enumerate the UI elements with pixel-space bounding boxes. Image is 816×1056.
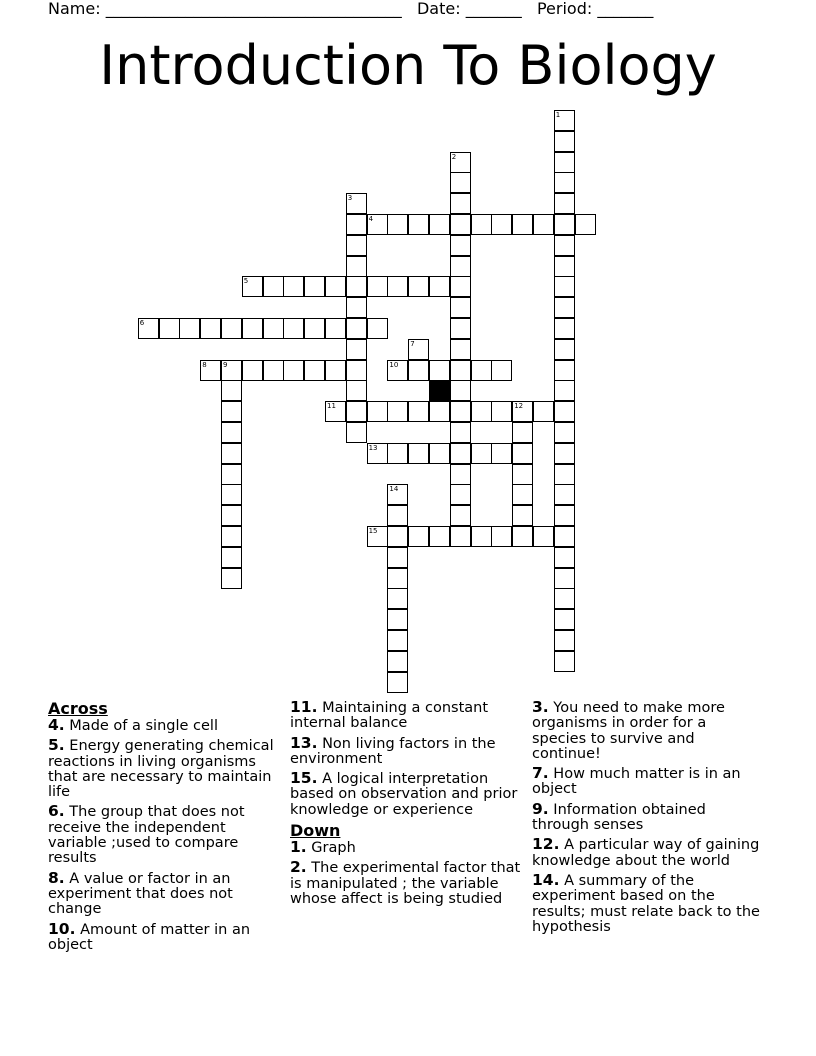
- clue-text: Non living factors in the environment: [290, 735, 496, 767]
- grid-cell[interactable]: [554, 484, 575, 505]
- grid-cell[interactable]: [387, 672, 408, 693]
- grid-cell[interactable]: [387, 214, 408, 235]
- grid-cell[interactable]: [325, 318, 346, 339]
- grid-cell[interactable]: [325, 401, 346, 422]
- grid-cell[interactable]: [387, 401, 408, 422]
- grid-cell[interactable]: [408, 339, 429, 360]
- clues-column-2: [290, 700, 525, 911]
- grid-cell[interactable]: [408, 443, 429, 464]
- grid-cell[interactable]: [512, 526, 533, 547]
- clue-text: Energy generating chemical reactions in living organisms that are necessary to maintain life: [48, 738, 274, 801]
- clue-across: [290, 733, 525, 768]
- grid-cell[interactable]: [346, 276, 367, 297]
- grid-cell[interactable]: [554, 318, 575, 339]
- grid-cell[interactable]: [450, 276, 471, 297]
- grid-cell[interactable]: [533, 401, 554, 422]
- grid-cell[interactable]: [200, 318, 221, 339]
- grid-cell[interactable]: [554, 443, 575, 464]
- clue-across: [48, 738, 280, 800]
- clue-number: 3.: [532, 698, 549, 716]
- date-label: Date:: [416, 0, 461, 18]
- grid-cell[interactable]: [408, 526, 429, 547]
- clue-text: How much matter is in an object: [532, 766, 741, 798]
- grid-cell[interactable]: [429, 360, 450, 381]
- grid-cell[interactable]: [450, 443, 471, 464]
- clue-down: [532, 870, 764, 935]
- clue-text: A particular way of gaining knowledge about the world: [532, 837, 760, 869]
- grid-cell[interactable]: [450, 214, 471, 235]
- clue-number: 15.: [290, 769, 318, 788]
- grid-cell[interactable]: [387, 630, 408, 651]
- clue-text: A summary of the experiment based on the results; must relate back to the hypothesis: [532, 872, 760, 935]
- grid-cell[interactable]: [387, 276, 408, 297]
- clue-number-label: 5: [243, 277, 249, 286]
- grid-cell[interactable]: [346, 297, 367, 318]
- grid-cell[interactable]: [491, 526, 512, 547]
- grid-cell[interactable]: [450, 297, 471, 318]
- clue-number: 5.: [48, 736, 65, 755]
- grid-cell[interactable]: [512, 443, 533, 464]
- grid-cell[interactable]: [450, 193, 471, 214]
- grid-cell[interactable]: [346, 380, 367, 401]
- grid-cell[interactable]: [554, 568, 575, 589]
- grid-cell[interactable]: [346, 401, 367, 422]
- grid-cell[interactable]: [325, 276, 346, 297]
- clue-down: [532, 799, 764, 834]
- grid-cell[interactable]: [221, 422, 242, 443]
- page-title: Introduction To Biology: [99, 34, 717, 97]
- grid-cell[interactable]: [554, 256, 575, 277]
- grid-cell[interactable]: [429, 214, 450, 235]
- clue-across: [48, 718, 280, 734]
- clue-number: 4.: [48, 716, 65, 734]
- name-label: Name:: [48, 0, 101, 18]
- grid-cell[interactable]: [450, 172, 471, 193]
- clue-number: 8.: [48, 868, 65, 887]
- clue-down: [532, 766, 764, 798]
- grid-cell[interactable]: [533, 214, 554, 235]
- grid-cell[interactable]: [450, 152, 471, 173]
- clue-text: The group that does not receive the independent variable ;used to compare results: [48, 804, 245, 867]
- clue-number-label: 15: [368, 527, 378, 535]
- grid-cell[interactable]: [554, 651, 575, 672]
- grid-cell[interactable]: [491, 214, 512, 235]
- grid-cell[interactable]: [346, 256, 367, 277]
- grid-cell[interactable]: [387, 651, 408, 672]
- grid-cell[interactable]: [283, 318, 304, 339]
- grid-cell[interactable]: [450, 464, 471, 485]
- clue-text: You need to make more organisms in order for a species to survive and continue!: [532, 700, 725, 762]
- grid-cell[interactable]: [346, 360, 367, 381]
- clue-down: [532, 700, 764, 762]
- grid-cell[interactable]: [387, 526, 408, 547]
- grid-cell[interactable]: [221, 547, 242, 568]
- grid-cell[interactable]: [450, 484, 471, 505]
- clue-number-label: 14: [389, 485, 399, 494]
- grid-cell[interactable]: [159, 318, 180, 339]
- grid-cell[interactable]: [429, 526, 450, 547]
- clue-across: [48, 868, 280, 918]
- grid-cell[interactable]: [408, 360, 429, 381]
- grid-cell[interactable]: [242, 276, 263, 297]
- grid-cell[interactable]: [429, 401, 450, 422]
- grid-cell[interactable]: [221, 380, 242, 401]
- grid-cell[interactable]: [408, 214, 429, 235]
- clue-number-label: 11: [327, 402, 336, 411]
- grid-cell[interactable]: [450, 318, 471, 339]
- clue-number-label: 2: [451, 152, 457, 161]
- grid-cell[interactable]: [200, 360, 221, 381]
- grid-cell[interactable]: [471, 214, 492, 235]
- grid-cell[interactable]: [242, 318, 263, 339]
- grid-cell[interactable]: [429, 443, 450, 464]
- clue-down: [290, 860, 525, 907]
- clues-column-1: [48, 700, 280, 957]
- grid-cell[interactable]: [221, 568, 242, 589]
- grid-cell[interactable]: [512, 214, 533, 235]
- grid-cell[interactable]: [263, 360, 284, 381]
- clue-number-label: 4: [368, 215, 374, 223]
- grid-cell[interactable]: [554, 172, 575, 193]
- grid-cell[interactable]: [554, 193, 575, 214]
- grid-cell[interactable]: [387, 609, 408, 630]
- grid-cell[interactable]: [221, 360, 242, 381]
- grid-cell[interactable]: [283, 360, 304, 381]
- grid-cell[interactable]: [387, 547, 408, 568]
- grid-cell[interactable]: [367, 318, 388, 339]
- grid-cell[interactable]: [263, 276, 284, 297]
- grid-cell[interactable]: [221, 401, 242, 422]
- grid-cell[interactable]: [533, 526, 554, 547]
- clue-number-label: 8: [202, 360, 207, 369]
- clue-text: Amount of matter in an object: [48, 921, 251, 953]
- down-heading: Down: [290, 821, 341, 841]
- grid-cell[interactable]: [554, 422, 575, 443]
- clue-number: 10.: [48, 919, 76, 938]
- grid-cell[interactable]: [471, 526, 492, 547]
- grid-cell[interactable]: [304, 276, 325, 297]
- grid-cell[interactable]: [491, 443, 512, 464]
- clue-text: Graph: [311, 840, 356, 857]
- clues-column-3: [532, 700, 764, 939]
- grid-cell[interactable]: [554, 526, 575, 547]
- clue-across: [48, 804, 280, 866]
- grid-cell[interactable]: [554, 505, 575, 526]
- clue-text: Information obtained through senses: [532, 801, 706, 834]
- grid-cell[interactable]: [450, 526, 471, 547]
- clue-number-label: 9: [223, 360, 228, 369]
- grid-cell[interactable]: [263, 318, 284, 339]
- grid-cell[interactable]: [408, 276, 429, 297]
- grid-cell[interactable]: [512, 505, 533, 526]
- clue-number: 13.: [290, 733, 318, 752]
- grid-cell[interactable]: [387, 443, 408, 464]
- clue-number: 9.: [532, 799, 549, 818]
- grid-cell[interactable]: [554, 630, 575, 651]
- grid-cell[interactable]: [221, 443, 242, 464]
- grid-cell[interactable]: [387, 360, 408, 381]
- grid-cell[interactable]: [346, 318, 367, 339]
- grid-cell[interactable]: [346, 235, 367, 256]
- name-blank[interactable]: _____________________________________: [105, 0, 402, 18]
- grid-cell[interactable]: [408, 401, 429, 422]
- clue-number-label: 7: [410, 339, 415, 348]
- grid-cell[interactable]: [554, 235, 575, 256]
- grid-cell[interactable]: [554, 547, 575, 568]
- clue-number: 1.: [290, 838, 307, 857]
- grid-cell[interactable]: [179, 318, 200, 339]
- clue-number: 6.: [48, 802, 65, 821]
- grid-cell[interactable]: [554, 401, 575, 422]
- grid-cell[interactable]: [450, 339, 471, 360]
- grid-cell[interactable]: [367, 443, 388, 464]
- grid-cell[interactable]: [221, 484, 242, 505]
- clue-number: 7.: [532, 764, 549, 783]
- grid-cell[interactable]: [554, 110, 575, 131]
- grid-cell[interactable]: [221, 526, 242, 547]
- clue-text: A logical interpretation based on observation and prior knowledge or experience: [290, 771, 518, 818]
- grid-cell[interactable]: [387, 588, 408, 609]
- grid-cell[interactable]: [471, 443, 492, 464]
- grid-cell[interactable]: [471, 401, 492, 422]
- grid-cell[interactable]: [575, 214, 596, 235]
- clue-number-label: 3: [347, 194, 353, 203]
- grid-cell[interactable]: [387, 505, 408, 526]
- clue-text: A value or factor in an experiment that does not change: [48, 870, 233, 918]
- grid-cell[interactable]: [512, 422, 533, 443]
- clue-across: [48, 919, 280, 954]
- grid-cell[interactable]: [554, 380, 575, 401]
- grid-cell[interactable]: [304, 360, 325, 381]
- grid-cell[interactable]: [450, 401, 471, 422]
- clue-number-label: 6: [139, 319, 145, 327]
- across-heading: Across: [48, 699, 108, 718]
- grid-cell[interactable]: [554, 588, 575, 609]
- grid-cell[interactable]: [221, 318, 242, 339]
- clue-number-label: 1: [555, 111, 561, 119]
- clue-number: 14.: [532, 870, 560, 889]
- grid-cell[interactable]: [387, 484, 408, 505]
- grid-cell[interactable]: [512, 401, 533, 422]
- grid-cell[interactable]: [491, 360, 512, 381]
- grid-cell[interactable]: [346, 339, 367, 360]
- clue-across: [290, 700, 525, 732]
- grid-cell[interactable]: [367, 276, 388, 297]
- clue-number: 2.: [290, 858, 307, 877]
- grid-cell[interactable]: [554, 609, 575, 630]
- grid-cell[interactable]: [491, 401, 512, 422]
- grid-cell[interactable]: [554, 152, 575, 173]
- clue-text: Maintaining a constant internal balance: [290, 700, 489, 732]
- grid-cell[interactable]: [346, 193, 367, 214]
- clue-number-label: 10: [389, 360, 399, 369]
- grid-cell[interactable]: [346, 214, 367, 235]
- grid-cell[interactable]: [450, 380, 471, 401]
- clue-down: [290, 840, 525, 856]
- grid-cell[interactable]: [512, 464, 533, 485]
- clue-text: Made of a single cell: [69, 718, 218, 734]
- clue-text: The experimental factor that is manipulated ; the variable whose affect is being studied: [290, 860, 521, 907]
- blocked-cell: [429, 380, 450, 401]
- grid-cell[interactable]: [346, 422, 367, 443]
- grid-cell[interactable]: [429, 276, 450, 297]
- clue-number-label: 13: [368, 443, 378, 452]
- grid-cell[interactable]: [554, 360, 575, 381]
- grid-cell[interactable]: [450, 505, 471, 526]
- grid-cell[interactable]: [554, 297, 575, 318]
- clue-number-label: 12: [514, 402, 524, 411]
- grid-cell[interactable]: [367, 401, 388, 422]
- grid-cell[interactable]: [554, 131, 575, 152]
- period-label: Period:: [536, 0, 593, 18]
- grid-cell[interactable]: [450, 422, 471, 443]
- grid-cell[interactable]: [554, 214, 575, 235]
- grid-cell[interactable]: [304, 318, 325, 339]
- grid-cell[interactable]: [554, 464, 575, 485]
- grid-cell[interactable]: [221, 505, 242, 526]
- grid-cell[interactable]: [450, 256, 471, 277]
- grid-cell[interactable]: [283, 276, 304, 297]
- period-blank[interactable]: _______: [597, 0, 654, 18]
- grid-cell[interactable]: [221, 464, 242, 485]
- grid-cell[interactable]: [367, 526, 388, 547]
- grid-cell[interactable]: [554, 276, 575, 297]
- grid-cell[interactable]: [387, 568, 408, 589]
- grid-cell[interactable]: [512, 484, 533, 505]
- grid-cell[interactable]: [450, 235, 471, 256]
- clue-down: [532, 837, 764, 869]
- clue-number: 11.: [290, 698, 318, 716]
- clue-across: [290, 771, 525, 818]
- grid-cell[interactable]: [450, 360, 471, 381]
- grid-cell[interactable]: [138, 318, 159, 339]
- grid-cell[interactable]: [471, 360, 492, 381]
- date-blank[interactable]: _______: [465, 0, 522, 18]
- grid-cell[interactable]: [325, 360, 346, 381]
- clue-number: 12.: [532, 835, 560, 854]
- grid-cell[interactable]: [367, 214, 388, 235]
- grid-cell[interactable]: [554, 339, 575, 360]
- grid-cell[interactable]: [242, 360, 263, 381]
